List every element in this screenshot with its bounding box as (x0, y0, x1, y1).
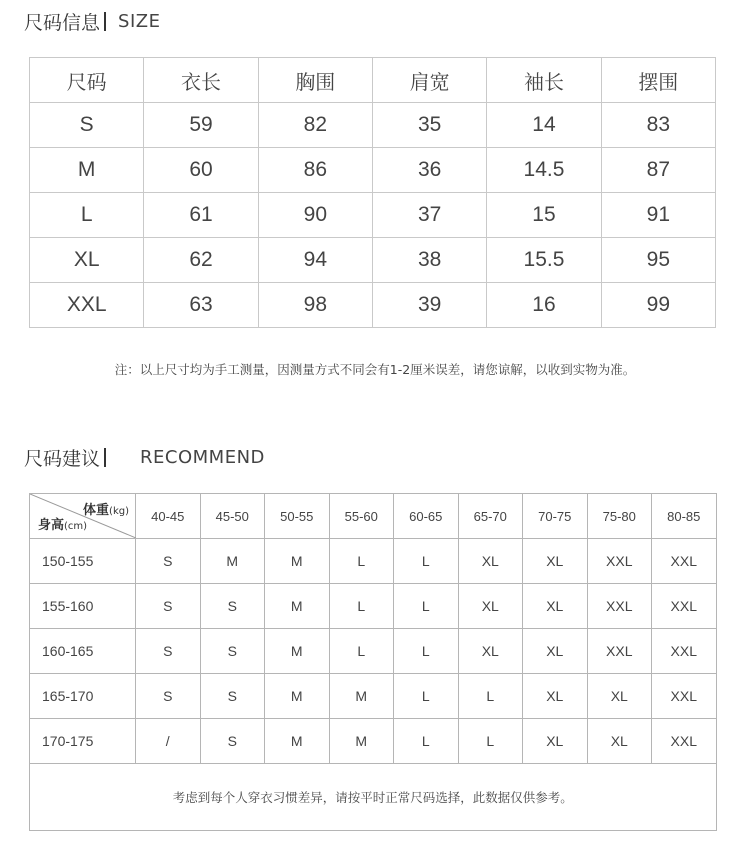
recommended-size-cell: S (200, 629, 265, 674)
weight-range-header: 40-45 (136, 494, 201, 539)
weight-range-header: 60-65 (394, 494, 459, 539)
size-column-header: 衣长 (144, 58, 258, 103)
recommended-size-cell: / (136, 719, 201, 764)
measurement-cell: 16 (487, 283, 601, 328)
size-table (29, 57, 716, 328)
recommend-note: 考虑到每个人穿衣习惯差异，请按平时正常尺码选择，此数据仅供参考。 (30, 764, 717, 831)
measurement-cell: 14.5 (487, 148, 601, 193)
recommended-size-cell: S (136, 629, 201, 674)
height-range-cell: 160-165 (30, 629, 136, 674)
recommended-size-cell: XL (587, 674, 652, 719)
recommended-size-cell: XXL (652, 629, 717, 674)
table-row (30, 674, 717, 719)
table-row (30, 103, 716, 148)
height-range-cell: 170-175 (30, 719, 136, 764)
title-divider (104, 448, 106, 467)
table-row (30, 283, 716, 328)
recommended-size-cell: XL (458, 584, 523, 629)
measurement-cell: 95 (601, 238, 715, 283)
recommended-size-cell: M (265, 539, 330, 584)
table-row (30, 193, 716, 238)
weight-range-header: 50-55 (265, 494, 330, 539)
recommended-size-cell: XXL (587, 629, 652, 674)
table-row (30, 148, 716, 193)
size-title-en: SIZE (118, 11, 161, 32)
measurement-cell: 63 (144, 283, 258, 328)
size-table-header-row (30, 58, 716, 103)
recommended-size-cell: M (265, 719, 330, 764)
recommended-size-cell: L (458, 674, 523, 719)
table-row (30, 584, 717, 629)
recommended-size-cell: M (329, 719, 394, 764)
recommend-title-cn: 尺码建议 (24, 448, 101, 470)
recommended-size-cell: XL (523, 674, 588, 719)
measurement-cell: 37 (372, 193, 486, 238)
recommended-size-cell: L (394, 629, 459, 674)
recommended-size-cell: XXL (587, 584, 652, 629)
measurement-cell: 39 (372, 283, 486, 328)
recommended-size-cell: XXL (652, 719, 717, 764)
size-column-header: 袖长 (487, 58, 601, 103)
table-row (30, 719, 717, 764)
recommended-size-cell: L (329, 629, 394, 674)
measurement-cell: 62 (144, 238, 258, 283)
weight-range-header: 45-50 (200, 494, 265, 539)
table-corner-header (30, 494, 136, 539)
measurement-cell: 61 (144, 193, 258, 238)
size-label-cell: XXL (30, 283, 144, 328)
recommended-size-cell: XXL (652, 584, 717, 629)
recommended-size-cell: XL (523, 629, 588, 674)
height-axis-label: 身高(cm) (38, 518, 88, 533)
recommended-size-cell: L (394, 719, 459, 764)
height-range-cell: 155-160 (30, 584, 136, 629)
weight-range-header: 55-60 (329, 494, 394, 539)
recommended-size-cell: XL (458, 539, 523, 584)
measurement-cell: 94 (258, 238, 372, 283)
measurement-cell: 99 (601, 283, 715, 328)
size-note: 注：以上尺寸均为手工测量，因测量方式不同会有1-2厘米误差，请您谅解，以收到实物为准。 (114, 362, 636, 377)
measurement-cell: 86 (258, 148, 372, 193)
size-column-header: 肩宽 (372, 58, 486, 103)
title-divider (104, 12, 106, 31)
recommended-size-cell: S (136, 674, 201, 719)
recommended-size-cell: M (265, 584, 330, 629)
recommended-size-cell: XL (587, 719, 652, 764)
size-column-header: 尺码 (30, 58, 144, 103)
size-label-cell: L (30, 193, 144, 238)
measurement-cell: 87 (601, 148, 715, 193)
table-row (30, 539, 717, 584)
recommended-size-cell: M (265, 629, 330, 674)
recommended-size-cell: XL (523, 584, 588, 629)
recommended-size-cell: XXL (652, 674, 717, 719)
recommended-size-cell: L (394, 539, 459, 584)
table-row (30, 629, 717, 674)
recommended-size-cell: M (329, 674, 394, 719)
recommend-section-title (24, 444, 265, 471)
recommended-size-cell: L (458, 719, 523, 764)
measurement-cell: 15 (487, 193, 601, 238)
size-label-cell: XL (30, 238, 144, 283)
recommended-size-cell: S (200, 719, 265, 764)
measurement-cell: 59 (144, 103, 258, 148)
weight-axis-label: 体重(kg) (83, 503, 129, 518)
recommended-size-cell: M (200, 539, 265, 584)
size-column-header: 摆围 (601, 58, 715, 103)
height-range-cell: 150-155 (30, 539, 136, 584)
measurement-cell: 83 (601, 103, 715, 148)
recommended-size-cell: L (329, 584, 394, 629)
weight-range-header: 80-85 (652, 494, 717, 539)
recommended-size-cell: XXL (587, 539, 652, 584)
recommended-size-cell: L (394, 674, 459, 719)
measurement-cell: 91 (601, 193, 715, 238)
recommend-table (29, 493, 717, 831)
measurement-cell: 60 (144, 148, 258, 193)
measurement-cell: 90 (258, 193, 372, 238)
recommended-size-cell: XL (523, 539, 588, 584)
measurement-cell: 38 (372, 238, 486, 283)
size-label-cell: S (30, 103, 144, 148)
size-label-cell: M (30, 148, 144, 193)
size-title-cn: 尺码信息 (24, 12, 101, 34)
recommended-size-cell: M (265, 674, 330, 719)
recommended-size-cell: XXL (652, 539, 717, 584)
measurement-cell: 98 (258, 283, 372, 328)
measurement-cell: 15.5 (487, 238, 601, 283)
weight-range-header: 70-75 (523, 494, 588, 539)
size-section-title (24, 8, 160, 35)
recommended-size-cell: L (329, 539, 394, 584)
recommended-size-cell: XL (458, 629, 523, 674)
measurement-cell: 82 (258, 103, 372, 148)
height-range-cell: 165-170 (30, 674, 136, 719)
recommended-size-cell: XL (523, 719, 588, 764)
recommended-size-cell: S (200, 584, 265, 629)
table-row (30, 238, 716, 283)
measurement-cell: 36 (372, 148, 486, 193)
weight-range-header: 65-70 (458, 494, 523, 539)
recommended-size-cell: S (200, 674, 265, 719)
weight-range-header: 75-80 (587, 494, 652, 539)
recommended-size-cell: S (136, 584, 201, 629)
measurement-cell: 35 (372, 103, 486, 148)
recommended-size-cell: L (394, 584, 459, 629)
recommended-size-cell: S (136, 539, 201, 584)
table-footer-row (30, 764, 717, 831)
size-column-header: 胸围 (258, 58, 372, 103)
recommend-title-en: RECOMMEND (140, 447, 265, 468)
measurement-cell: 14 (487, 103, 601, 148)
